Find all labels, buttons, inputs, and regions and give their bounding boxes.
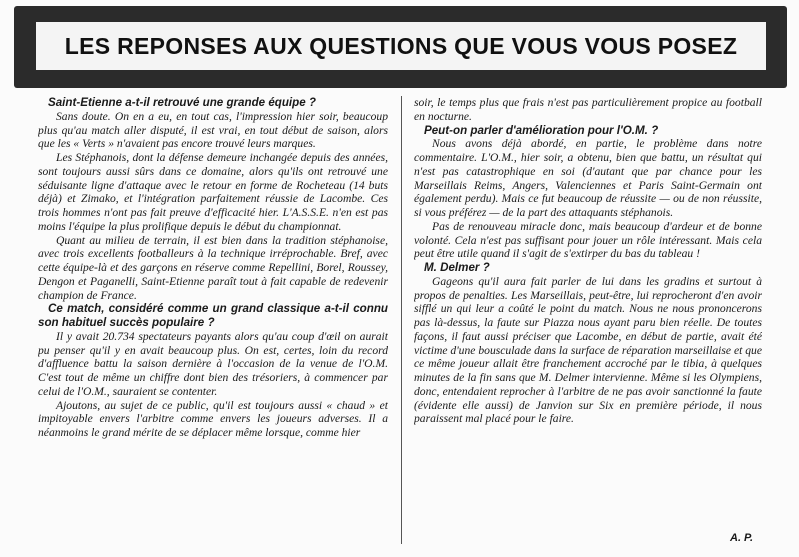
question-delmer: M. Delmer ? (424, 261, 490, 274)
paragraph: Ajoutons, au sujet de ce public, qu'il est toujours aussi « chaud » et impitoyable envers l'arbitre comme envers les joueurs adverses. Il a néanmoins le grand mérite de se déplacer même lorsque, comme hier (38, 398, 388, 439)
right-column (414, 96, 762, 548)
paragraph: Les Stéphanois, dont la défense demeure inchangée depuis des années, sont toujours aussi sûrs dans ce domaine, alors qu'ils ont retrouvé une séduisante ligne d'attaque avec le retour en forme de Rocheteau (14 buts déjà) et Zimako, et l'intégration parfaitement réussie de Lacombe. Ces trois hommes n'ont pas fait preuve d'efficacité hier. L'A.S.S.E. n'en est pas moins l'équipe la plus prolifique depuis le début du championnat. (38, 151, 388, 233)
question-amelioration-om: Peut-on parler d'amélioration pour l'O.M. ? (424, 123, 659, 137)
paragraph: Il y avait 20.734 spectateurs payants alors qu'au coup d'œil on aurait pu penser qu'il y en avait beaucoup plus. On est, certes, loin du record d'affluence battu la saison dernière à l'occasion de la venue de l'O.M. C'est tout de même un chiffre dont bien des trésoriers, à commencer par celui de l'O.M., sauraient se contenter. (38, 329, 388, 398)
headline-title: LES REPONSES AUX QUESTIONS QUE VOUS VOUS POSEZ (64, 32, 738, 59)
paragraph: soir, le temps plus que frais n'est pas particulièrement propice au football en nocturne. (414, 96, 762, 123)
paragraph: Pas de renouveau miracle donc, mais beaucoup d'ardeur et de bonne volonté. Cela n'est pas suffisant pour jouer un rôle intéressant. Mais cela peut être utile quand il s'agit de s'extirper du bas du tableau ! (414, 219, 762, 261)
column-divider (401, 96, 402, 544)
left-column (38, 96, 388, 548)
paragraph: Sans doute. On en a eu, en tout cas, l'impression hier soir, beaucoup plus qu'au match aller disputé, il est vrai, en tout début de saison, alors que les « Verts » n'avaient pas encore trouvé leurs marques. (38, 109, 388, 151)
headline-banner (14, 6, 787, 88)
headline-box (36, 22, 766, 70)
question-saint-etienne: Saint-Etienne a-t-il retrouvé une grande équipe ? (48, 96, 316, 109)
paragraph: Gageons qu'il aura fait parler de lui dans les gradins et surtout à propos de penalties. Les Marseillais, peut-être, lui reprocheront d'en avoir sifflé un qui leur a coûté le point du match. Nous ne nous prononcerons pas là-dessus, la faute sur Piazza nous ayant paru bien réelle. De toutes façons, il faut aussi préciser que Lacombe, en début de partie, avait été victime d'une bousculade dans la surface de réparation marseillaise et que ce même joueur allait être franchement accroché par le tibia, à quelques minutes de la fin sans que M. Delmer intervienne. Même si les Olympiens, donc, entendaient reprocher à l'arbitre de ne pas avoir sanctionné la faute (évidente elle aussi) de Janvion sur Six en première période, il nous paraissent mal placé pour le faire. (414, 274, 762, 426)
paragraph: Nous avons déjà abordé, en partie, le problème dans notre commentaire. L'O.M., hier soir, a obtenu, bien que battu, un résultat qui n'est pas catastrophique en soi (d'autant que par chance pour les Marseillais Reims, Angers, Valenciennes et Paris Saint-Germain ont également perdu). Mais ce fut beaucoup de réussite — ou de non réussite, si vous préférez — de la part des attaquants stéphanois. (414, 137, 762, 219)
question-succes-populaire: Ce match, considéré comme un grand classique a-t-il connu son habituel succès populaire ? (38, 302, 388, 329)
paragraph: Quant au milieu de terrain, il est bien dans la tradition stéphanoise, avec trois excellents footballeurs à la technique irréprochable. Bref, avec cette équipe-là et des garçons en réserve comme Repellini, Borel, Roussey, Dengon et Paganelli, Saint-Etienne paraît tout à fait capable de redevenir champion de France. (38, 233, 388, 302)
author-signature: A. P. (730, 532, 754, 544)
